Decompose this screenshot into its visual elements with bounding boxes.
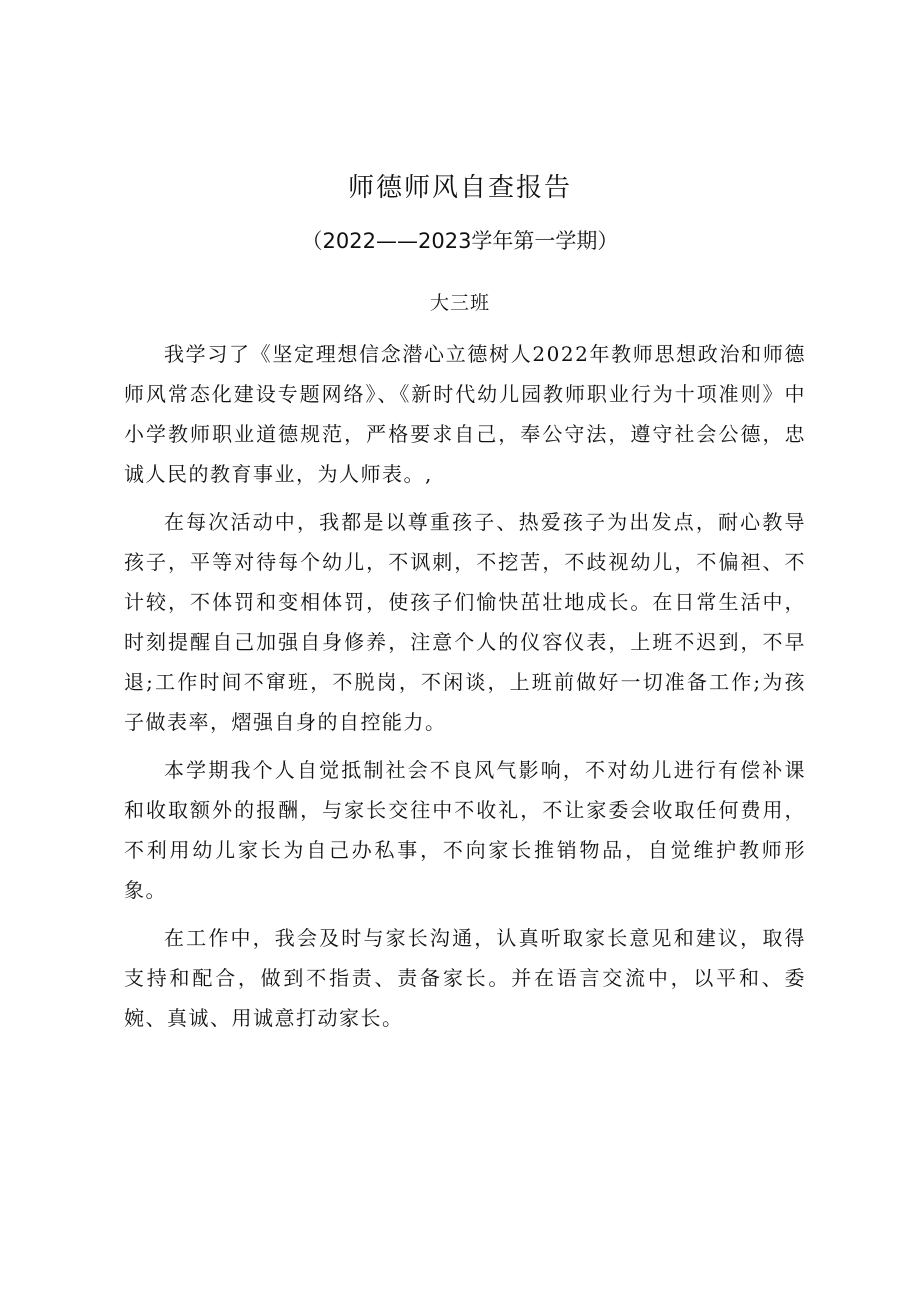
paragraph-integrity: 本学期我个人自觉抵制社会不良风气影响，不对幼儿进行有偿补课和收取额外的报酬，与家长交往中不收礼，不让家委会收取任何费用，不利用幼儿家长为自己办私事，不向家长推销物品，自觉维护教师形象。 [124, 758, 806, 902]
document-subtitle: （2022——2023学年第一学期） [301, 229, 619, 253]
paragraph-activities: 在每次活动中，我都是以尊重孩子、热爱孩子为出发点，耐心教导孩子，平等对待每个幼儿，不讽刺，不挖苦，不歧视幼儿，不偏袒、不计较，不体罚和变相体罚，使孩子们愉快茁壮地成长。在日常生活中，时刻提醒自己加强自身修养，注意个人的仪容仪表，上班不迟到，不早退;工作时间不窜班，不脱岗，不闲谈，上班前做好一切准备工作;为孩子做表率，熠强自身的自控能力。 [124, 510, 806, 734]
paragraph-parents: 在工作中，我会及时与家长沟通，认真听取家长意见和建议，取得支持和配合，做到不指责、责备家长。并在语言交流中，以平和、委婉、真诚、用诚意打动家长。 [124, 926, 806, 1030]
document-title: 师德师风自查报告 [347, 173, 572, 203]
paragraph-study: 我学习了《坚定理想信念潜心立德树人2022年教师思想政治和师德师风常态化建设专题网络》、《新时代幼儿园教师职业行为十项准则》中小学教师职业道德规范，严格要求自己，奉公守法，遵守社会公德，忠诚人民的教育事业，为人师表。, [124, 342, 806, 486]
report-body [124, 334, 806, 1046]
class-name: 大三班 [429, 292, 490, 314]
